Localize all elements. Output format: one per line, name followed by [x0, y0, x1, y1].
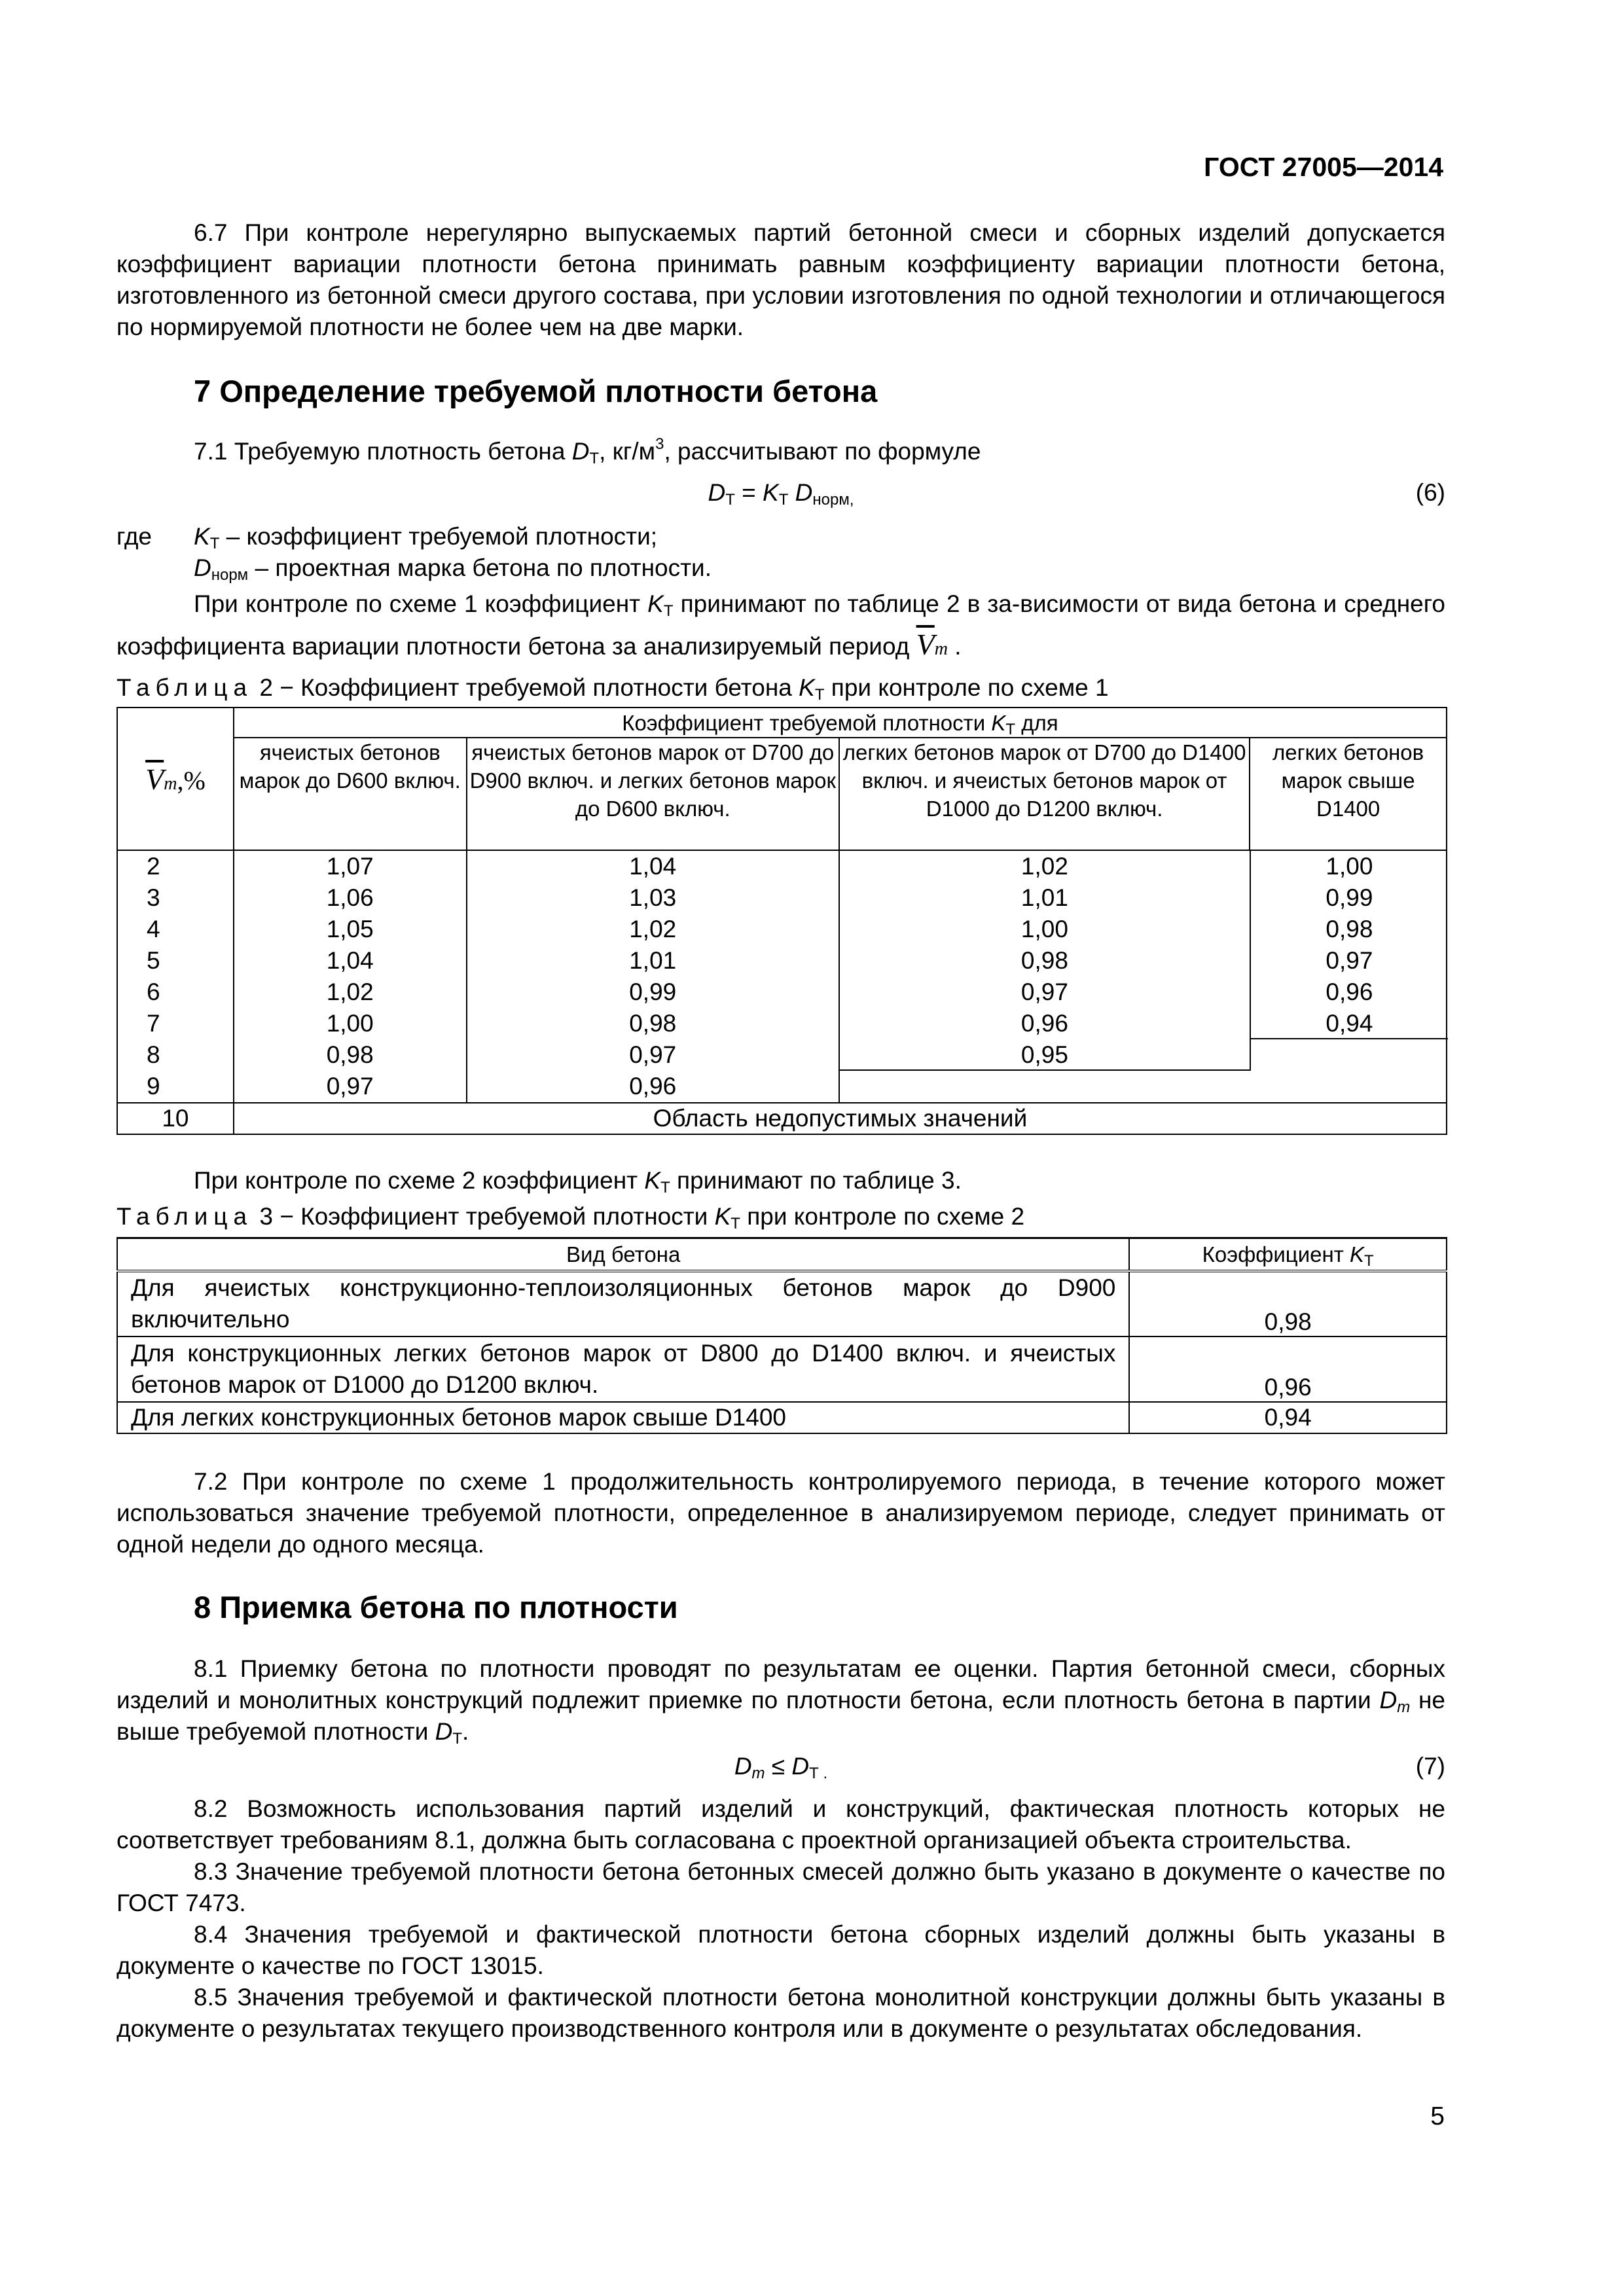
paragraph-8-3: 8.3 Значение требуемой плотности бетона бетонных смесей должно быть указано в документе о качестве по ГОСТ 7473.	[117, 1858, 1445, 1916]
column-values: 1,04 1,03 1,02 1,01 0,99 0,98 0,97 0,96	[467, 850, 839, 1103]
paragraph-6-7: 6.7 При контроле нерегулярно выпускаемых партий бетонной смеси и сборных изделий допускается коэффициент вариации плотности бетона принимать равным коэффициенту вариации плотности бетона, изготовленного из бетонной смеси другого состава, при условии изготовления по одной технологии и отличающегося по нормируемой плотности не более чем на две марки.	[117, 219, 1445, 340]
formula-number: (7)	[1415, 1753, 1445, 1780]
column-header: ячеистых бетонов марок до D600 включ.	[234, 738, 467, 850]
section-8-title: 8 Приемка бетона по плотности	[194, 1590, 678, 1624]
table-row: Для конструкционных легких бетонов марок от D800 до D1400 включ. и ячеистых бетонов марок от D1000 до D1200 включ.	[117, 1336, 1129, 1402]
paragraph-8-4: 8.4 Значения требуемой и фактической плотности бетона сборных изделий должны быть указаны в документе о качестве по ГОСТ 13015.	[117, 1921, 1445, 1979]
table-row: Для ячеистых конструкционно-теплоизоляционных бетонов марок до D900 включительно	[117, 1271, 1129, 1336]
table-2-caption: Таблица 2 − Коэффициент требуемой плотности бетона $K_Т$ при контроле по схеме 1	[117, 674, 1109, 704]
column-header: Вид бетона	[117, 1238, 1129, 1271]
table-3-caption: Таблица 3 − Коэффициент требуемой плотности $K_Т$ при контроле по схеме 2	[117, 1203, 1025, 1232]
paragraph-scheme2: При контроле по схеме 2 коэффициент $K_Т$ принимают по таблице 3.	[194, 1167, 962, 1196]
table-cell: 0,96	[1129, 1336, 1447, 1402]
paragraph-7-1: 7.1 Требуемую плотность бетона $D_Т$, $кг/м^3$, рассчитывают по формуле	[194, 435, 981, 467]
paragraph-7-2: 7.2 При контроле по схеме 1 продолжительность контролируемого периода, в течение которого может использоваться значение требуемой плотности, определенное в анализируемом периоде, следует принимать от одной недели до одного месяца.	[117, 1468, 1445, 1558]
paragraph-8-1: 8.1 Приемку бетона по плотности проводят по результатам ее оценки. Партия бетонной смеси, сборных изделий и монолитных конструкций подлежит приемке по плотности бетона, если плотность бетона в партии $D_m$ не выше требуемой плотности $D_Т$.	[117, 1655, 1446, 1748]
vm-value: 10	[117, 1103, 234, 1134]
formula-7: $D_m \le D_Т$ $_.$ (7)	[734, 1753, 1445, 1782]
table-cell: 0,94	[1129, 1402, 1447, 1433]
column-header: ячеистых бетонов марок от D700 до D900 включ. и легких бетонов марок до D600 включ.	[467, 738, 839, 850]
staircase-cell	[839, 850, 1447, 1103]
column-values: 1,00 0,99 0,98 0,97 0,96 0,94	[1250, 851, 1448, 1039]
definitions: где $K_Т$ – коэффициент требуемой плотности; $D_{норм}$ – проектная марка бетона по плотности.	[117, 523, 712, 584]
paragraph-8-5: 8.5 Значения требуемой и фактической плотности бетона монолитной конструкции должны быть указаны в документе о результатах текущего производственного контроля или в документе о результатах обследования.	[117, 1984, 1445, 2042]
table-row: Для легких конструкционных бетонов марок свыше D1400	[117, 1402, 1129, 1433]
invalid-region: Область недопустимых значений	[234, 1103, 1447, 1134]
page-number: 5	[1430, 2102, 1445, 2130]
formula-number: (6)	[1415, 479, 1445, 506]
paragraphs-8-2-to-8-5	[117, 1793, 1445, 2045]
vm-header: $\overline{V}m,\%$	[117, 708, 234, 850]
vm-values: 2 3 4 5 6 7 8 9	[117, 850, 234, 1103]
paragraph-8-2: 8.2 Возможность использования партий изделий и конструкций, фактическая плотность которых не соответствует требованиям 8.1, должна быть согласована с проектной организацией объекта строительства.	[117, 1795, 1445, 1854]
formula-6: $D_Т = K_Т$ $D_{норм,}$ (6)	[708, 479, 1445, 509]
paragraph-scheme1: При контроле по схеме 1 коэффициент $K_Т$ принимают по таблице 2 в за-висимости от вида бетона и среднего коэффициента вариации плотности бетона за анализируемый период $\overline{V}m$ .	[117, 590, 1446, 661]
table-3	[117, 1237, 1447, 1434]
column-header: легких бетонов марок свыше D1400	[1250, 738, 1447, 850]
column-values: 1,07 1,06 1,05 1,04 1,02 1,00 0,98 0,97	[234, 850, 467, 1103]
section-7-title: 7 Определение требуемой плотности бетона	[194, 374, 878, 408]
column-values: 1,02 1,01 1,00 0,98 0,97 0,96 0,95	[840, 851, 1251, 1071]
group-header: Коэффициент требуемой плотности $K_Т$ для	[234, 708, 1447, 738]
column-header: Коэффициент $K_Т$	[1129, 1238, 1447, 1271]
column-header: легких бетонов марок от D700 до D1400 включ. и ячеистых бетонов марок от D1000 до D1200 включ.	[839, 738, 1250, 850]
table-2	[117, 707, 1447, 1135]
table-cell: 0,98	[1129, 1271, 1447, 1336]
document-header: ГОСТ 27005—2014	[1204, 152, 1443, 182]
